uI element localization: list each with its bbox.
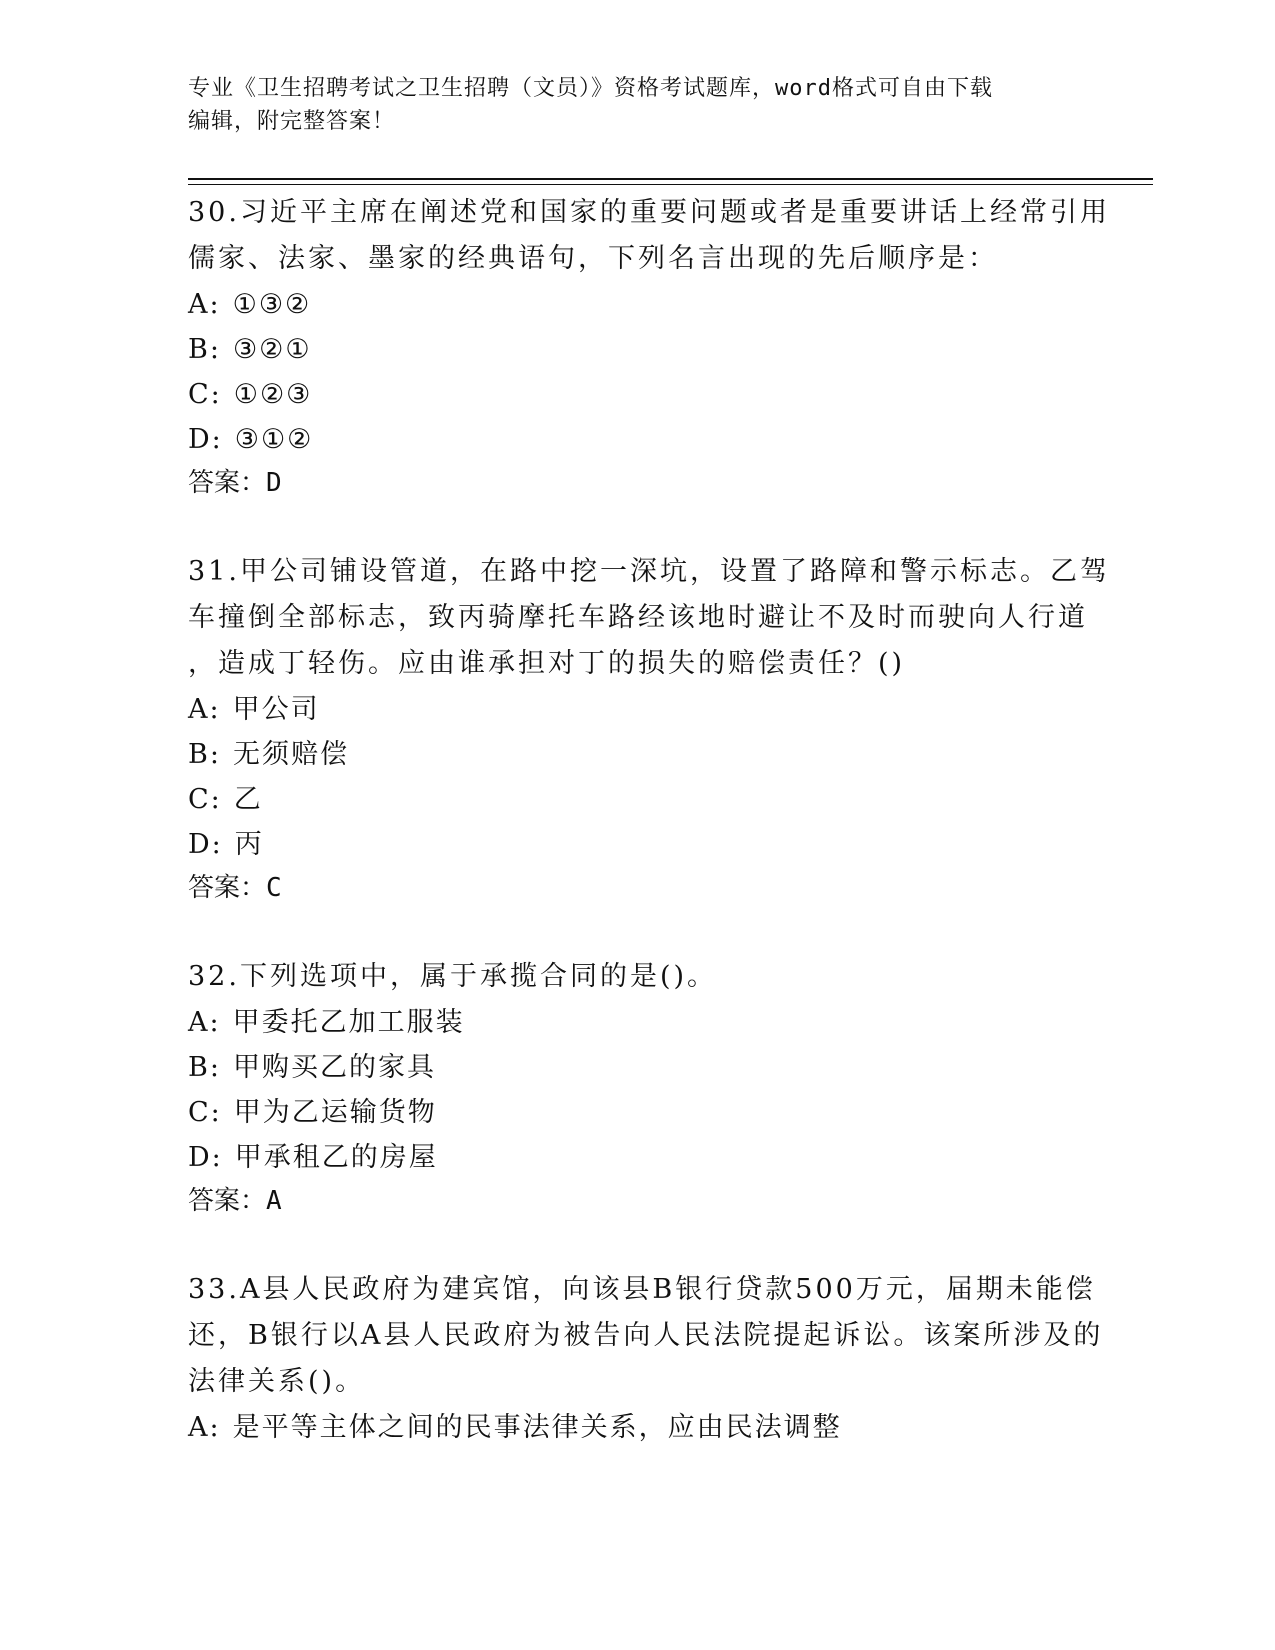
question-stem-line: 还，B银行以A县人民政府为被告向人民法院提起诉讼。该案所涉及的: [188, 1320, 1104, 1351]
question-list: [188, 190, 1110, 1495]
option-text: 乙: [233, 784, 263, 815]
option-letter: A:: [188, 289, 221, 320]
option-b: [188, 732, 1088, 777]
question-stem-line: ，造成丁轻伤。应由谁承担对丁的损失的赔偿责任？(): [188, 648, 906, 679]
question-33: [188, 1267, 1104, 1450]
option-c: [188, 1090, 1088, 1135]
answer-line: 答案：A: [188, 1186, 282, 1216]
option-letter: D:: [188, 829, 223, 860]
header-divider-thick: [188, 178, 1153, 180]
question-stem-line: 儒家、法家、墨家的经典语句，下列名言出现的先后顺序是：: [188, 243, 998, 274]
option-text: 甲购买乙的家具: [232, 1052, 436, 1083]
option-text: ③②①: [232, 334, 312, 365]
option-text: 无须赔偿: [232, 739, 349, 770]
option-b: [188, 327, 1088, 372]
answer-line: 答案：D: [188, 468, 282, 498]
option-letter: C:: [188, 784, 222, 815]
option-text: ③①②: [234, 424, 314, 455]
option-a: [188, 1405, 1088, 1450]
option-text: 丙: [234, 829, 264, 860]
question-stem-line: 32.下列选项中，属于承揽合同的是()。: [188, 961, 718, 992]
document-header: [188, 72, 1108, 138]
option-a: [188, 687, 1088, 732]
option-d: [188, 1135, 1088, 1180]
option-letter: B:: [188, 334, 221, 365]
question-stem-line: 31.甲公司铺设管道，在路中挖一深坑，设置了路障和警示标志。乙驾: [188, 556, 1110, 587]
question-31: [188, 549, 1110, 909]
answer-line: 答案：C: [188, 873, 282, 903]
option-letter: A:: [188, 1412, 221, 1443]
option-letter: B:: [188, 1052, 221, 1083]
question-stem-line: 法律关系()。: [188, 1366, 366, 1397]
option-d: [188, 822, 1088, 867]
option-letter: C:: [188, 1097, 222, 1128]
option-text: ①③②: [232, 289, 312, 320]
option-letter: D:: [188, 424, 223, 455]
question-stem-line: 车撞倒全部标志，致丙骑摩托车路经该地时避让不及时而驶向人行道: [188, 602, 1088, 633]
option-text: 甲为乙运输货物: [233, 1097, 437, 1128]
option-text: 甲委托乙加工服装: [232, 1007, 465, 1038]
option-letter: D:: [188, 1142, 223, 1173]
option-text: ①②③: [233, 379, 313, 410]
question-32: [188, 954, 1088, 1222]
question-stem-line: 30.习近平主席在阐述党和国家的重要问题或者是重要讲话上经常引用: [188, 197, 1110, 228]
option-b: [188, 1045, 1088, 1090]
option-letter: A:: [188, 694, 221, 725]
option-c: [188, 777, 1088, 822]
option-c: [188, 372, 1088, 417]
option-letter: A:: [188, 1007, 221, 1038]
option-a: [188, 282, 1088, 327]
option-letter: B:: [188, 739, 221, 770]
option-a: [188, 1000, 1088, 1045]
option-text: 甲公司: [232, 694, 320, 725]
header-line-2: 编辑，附完整答案！: [188, 109, 396, 134]
option-d: [188, 417, 1088, 462]
question-30: [188, 190, 1110, 504]
option-letter: C:: [188, 379, 222, 410]
header-line-1: 专业《卫生招聘考试之卫生招聘（文员）》资格考试题库，word格式可自由下载: [188, 76, 993, 101]
option-text: 是平等主体之间的民事法律关系，应由民法调整: [232, 1412, 842, 1443]
header-divider-thin: [188, 184, 1153, 185]
question-stem-line: 33.A县人民政府为建宾馆，向该县B银行贷款500万元，届期未能偿: [188, 1274, 1096, 1305]
option-text: 甲承租乙的房屋: [234, 1142, 438, 1173]
